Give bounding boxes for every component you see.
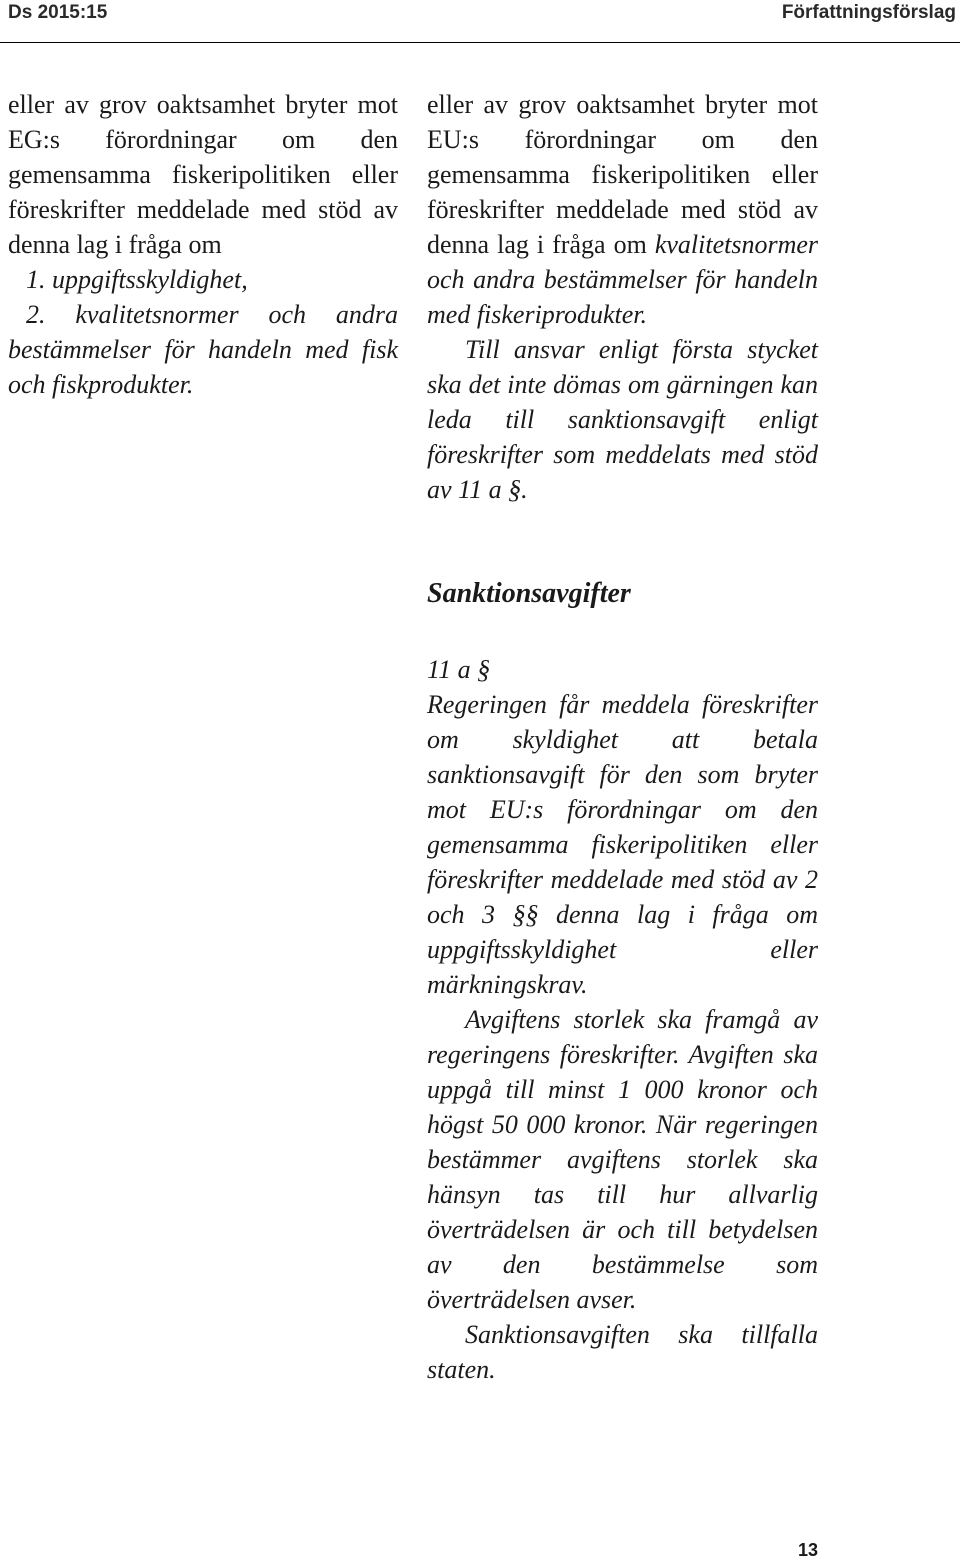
right-paragraph-5: Sanktionsavgiften ska tillfalla staten. bbox=[427, 1320, 818, 1384]
document-id: Ds 2015:15 bbox=[8, 2, 108, 23]
right-column-new-section bbox=[427, 652, 818, 1387]
right-column-proposed-law bbox=[427, 87, 818, 507]
right-paragraph-2: Till ansvar enligt första stycket ska det inte dömas om gärningen kan leda till sanktionsavgift enligt föreskrifter som meddelats med stöd av 11 a §. bbox=[427, 335, 818, 504]
right-paragraph-4: Avgiftens storlek ska framgå av regeringens föreskrifter. Avgiften ska uppgå till minst 1 000 kronor och högst 50 000 kronor. När regeringen bestämmer avgiftens storlek ska hänsyn tas till hur allvarlig överträdelsen är och till betydelsen av den bestämmelse som överträdelsen avser. bbox=[427, 1005, 818, 1314]
section-heading: Sanktionsavgifter bbox=[427, 578, 631, 609]
right-p1-italic: kvalitetsnormer och andra bestämmelser för handeln med fiskeriprodukter. bbox=[427, 230, 819, 329]
left-item-2: 2. kvalitetsnormer och andra bestämmelser för handeln med fisk och fiskprodukter. bbox=[8, 300, 398, 399]
right-paragraph-1 bbox=[427, 87, 818, 332]
section-label: 11 a § bbox=[427, 655, 491, 684]
header-rule bbox=[0, 42, 960, 43]
page-number: 13 bbox=[797, 1540, 818, 1560]
section-title: Författningsförslag bbox=[781, 2, 956, 23]
right-paragraph-3: Regeringen får meddela föreskrifter om skyldighet att betala sanktionsavgift för den som bryter mot EU:s förordningar om den gemensamma fiskeripolitiken eller föreskrifter meddelade med stöd av 2 och 3 §§ denna lag i fråga om uppgiftsskyldighet eller märkningskrav. bbox=[427, 690, 818, 999]
left-column-current-law bbox=[8, 87, 398, 402]
left-item-1: 1. uppgiftsskyldighet, bbox=[26, 265, 248, 294]
left-intro: eller av grov oaktsamhet bryter mot EG:s förordningar om den gemensamma fiskeripolitiken eller föreskrifter meddelade med stöd av denna lag i fråga om bbox=[8, 90, 398, 259]
right-p1-plain: eller av grov oaktsamhet bryter mot EU:s förordningar om den gemensamma fiskeripolitiken eller föreskrifter meddelade med stöd av denna lag i fråga om bbox=[427, 90, 818, 259]
